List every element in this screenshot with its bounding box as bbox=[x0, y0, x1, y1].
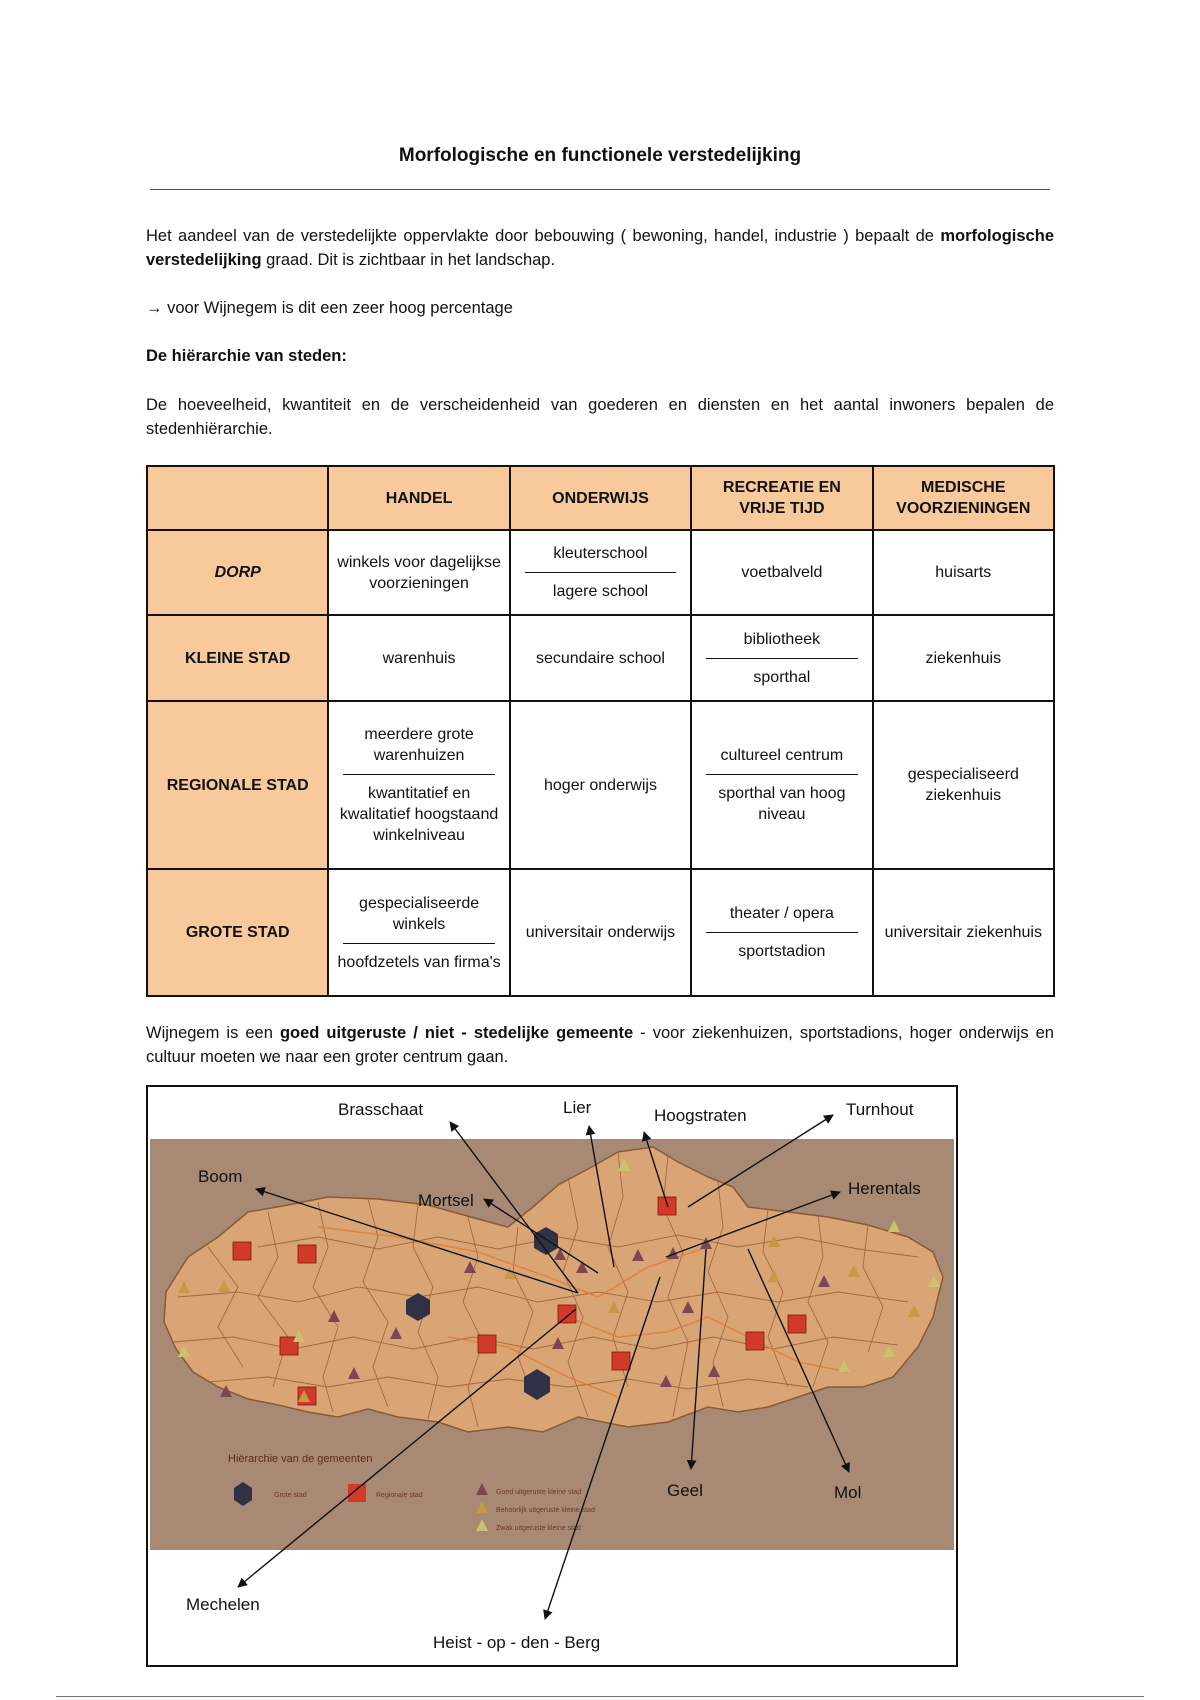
legend-zwak: Zwak uitgeruste kleine stad bbox=[496, 1525, 581, 1532]
regional-square bbox=[612, 1352, 630, 1370]
title-divider bbox=[150, 189, 1050, 190]
row-label-grote-stad: GROTE STAD bbox=[147, 869, 328, 996]
cell-regionale-handel: meerdere grote warenhuizen kwantitatief en kwalitatief hoogstaand winkelniveau bbox=[328, 701, 509, 869]
row-label-regionale-stad: REGIONALE STAD bbox=[147, 701, 328, 869]
cell-grote-medisch: universitair ziekenhuis bbox=[873, 869, 1054, 996]
label-turnhout: Turnhout bbox=[846, 1100, 914, 1119]
cell-kleine-onderwijs: secundaire school bbox=[510, 615, 691, 701]
header-onderwijs: ONDERWIJS bbox=[510, 466, 691, 530]
intro-paragraph: Het aandeel van de verstedelijkte oppervlakte door bebouwing ( bewoning, handel, industrie ) bepaalt de morfologische verstedelijking graad. Dit is zichtbaar in het landschap. bbox=[146, 227, 1054, 269]
regional-square bbox=[746, 1332, 764, 1350]
conclusion-bold-term: goed uitgeruste / niet - stedelijke gemeente bbox=[279, 1024, 634, 1042]
cell-kleine-medisch: ziekenhuis bbox=[873, 615, 1054, 701]
row-label-kleine-stad: KLEINE STAD bbox=[147, 615, 328, 701]
page-title: Morfologische en functionele verstedelijking bbox=[398, 145, 802, 166]
cell-regionale-onderwijs: hoger onderwijs bbox=[510, 701, 691, 869]
footer-divider bbox=[56, 1696, 1144, 1697]
cell-dorp-handel: winkels voor dagelijkse voorzieningen bbox=[328, 530, 509, 615]
antwerp-province-map bbox=[146, 1085, 958, 1667]
cell-grote-onderwijs: universitair onderwijs bbox=[510, 869, 691, 996]
label-lier: Lier bbox=[563, 1098, 592, 1117]
label-heist-op-den-berg: Heist - op - den - Berg bbox=[433, 1633, 601, 1652]
header-corner bbox=[147, 466, 328, 530]
legend-title: Hiërarchie van de gemeenten bbox=[228, 1453, 373, 1465]
legend-grote: Grote stad bbox=[274, 1492, 307, 1499]
cell-regionale-medisch: gespecialiseerd ziekenhuis bbox=[873, 701, 1054, 869]
label-brasschaat: Brasschaat bbox=[338, 1100, 424, 1119]
row-label-dorp: DORP bbox=[147, 530, 328, 615]
header-medisch: MEDISCHE VOORZIENINGEN bbox=[873, 466, 1054, 530]
regional-square bbox=[788, 1315, 806, 1333]
table-row-kleine-stad bbox=[147, 615, 1054, 701]
header-handel: HANDEL bbox=[328, 466, 509, 530]
cell-kleine-recreatie: bibliotheek sporthal bbox=[691, 615, 872, 701]
table-row-dorp bbox=[147, 530, 1054, 615]
legend-square-icon bbox=[348, 1484, 366, 1502]
label-mol: Mol bbox=[834, 1483, 862, 1502]
table-header-row bbox=[147, 466, 1054, 530]
label-mechelen: Mechelen bbox=[186, 1595, 260, 1614]
cell-dorp-onderwijs: kleuterschool lagere school bbox=[510, 530, 691, 615]
label-geel: Geel bbox=[667, 1481, 703, 1500]
cell-regionale-recreatie: cultureel centrum sporthal van hoog niveau bbox=[691, 701, 872, 869]
regional-square bbox=[558, 1305, 576, 1323]
cell-kleine-handel: warenhuis bbox=[328, 615, 509, 701]
hierarchy-paragraph: De hoeveelheid, kwantiteit en de verscheidenheid van goederen en diensten en het aantal inwoners bepalen de stedenhiërarchie. bbox=[146, 396, 1054, 438]
legend-behoorlijk: Behoorlijk uitgeruste kleine stad bbox=[496, 1507, 595, 1514]
cell-grote-handel: gespecialiseerde winkels hoofdzetels van firma's bbox=[328, 869, 509, 996]
cell-grote-recreatie: theater / opera sportstadion bbox=[691, 869, 872, 996]
regional-square bbox=[298, 1245, 316, 1263]
table-row-grote-stad bbox=[147, 869, 1054, 996]
label-mortsel: Mortsel bbox=[418, 1191, 474, 1210]
conclusion-paragraph: Wijnegem is een goed uitgeruste / niet - stedelijke gemeente - voor ziekenhuizen, sportstadions, hoger onderwijs en cultuur moeten we naar een groter centrum gaan. bbox=[146, 1024, 1054, 1066]
label-herentals: Herentals bbox=[848, 1179, 921, 1198]
cell-dorp-recreatie: voetbalveld bbox=[691, 530, 872, 615]
wijnegem-note: → voor Wijnegem is dit een zeer hoog percentage bbox=[146, 299, 513, 317]
city-hierarchy-table bbox=[146, 465, 1055, 997]
map-svg bbox=[148, 1087, 956, 1665]
legend-regionale: Regionale stad bbox=[376, 1492, 423, 1499]
table-row-regionale-stad bbox=[147, 701, 1054, 869]
regional-square bbox=[233, 1242, 251, 1260]
header-recreatie: RECREATIE EN VRIJE TIJD bbox=[691, 466, 872, 530]
cell-dorp-medisch: huisarts bbox=[873, 530, 1054, 615]
regional-square bbox=[478, 1335, 496, 1353]
label-hoogstraten: Hoogstraten bbox=[654, 1106, 747, 1125]
label-boom: Boom bbox=[198, 1167, 243, 1186]
intro-bold-term: morfologische verstedelijking bbox=[146, 227, 1054, 269]
hierarchy-heading: De hiërarchie van steden: bbox=[146, 347, 347, 365]
legend-goed: Goed uitgeruste kleine stad bbox=[496, 1489, 582, 1496]
